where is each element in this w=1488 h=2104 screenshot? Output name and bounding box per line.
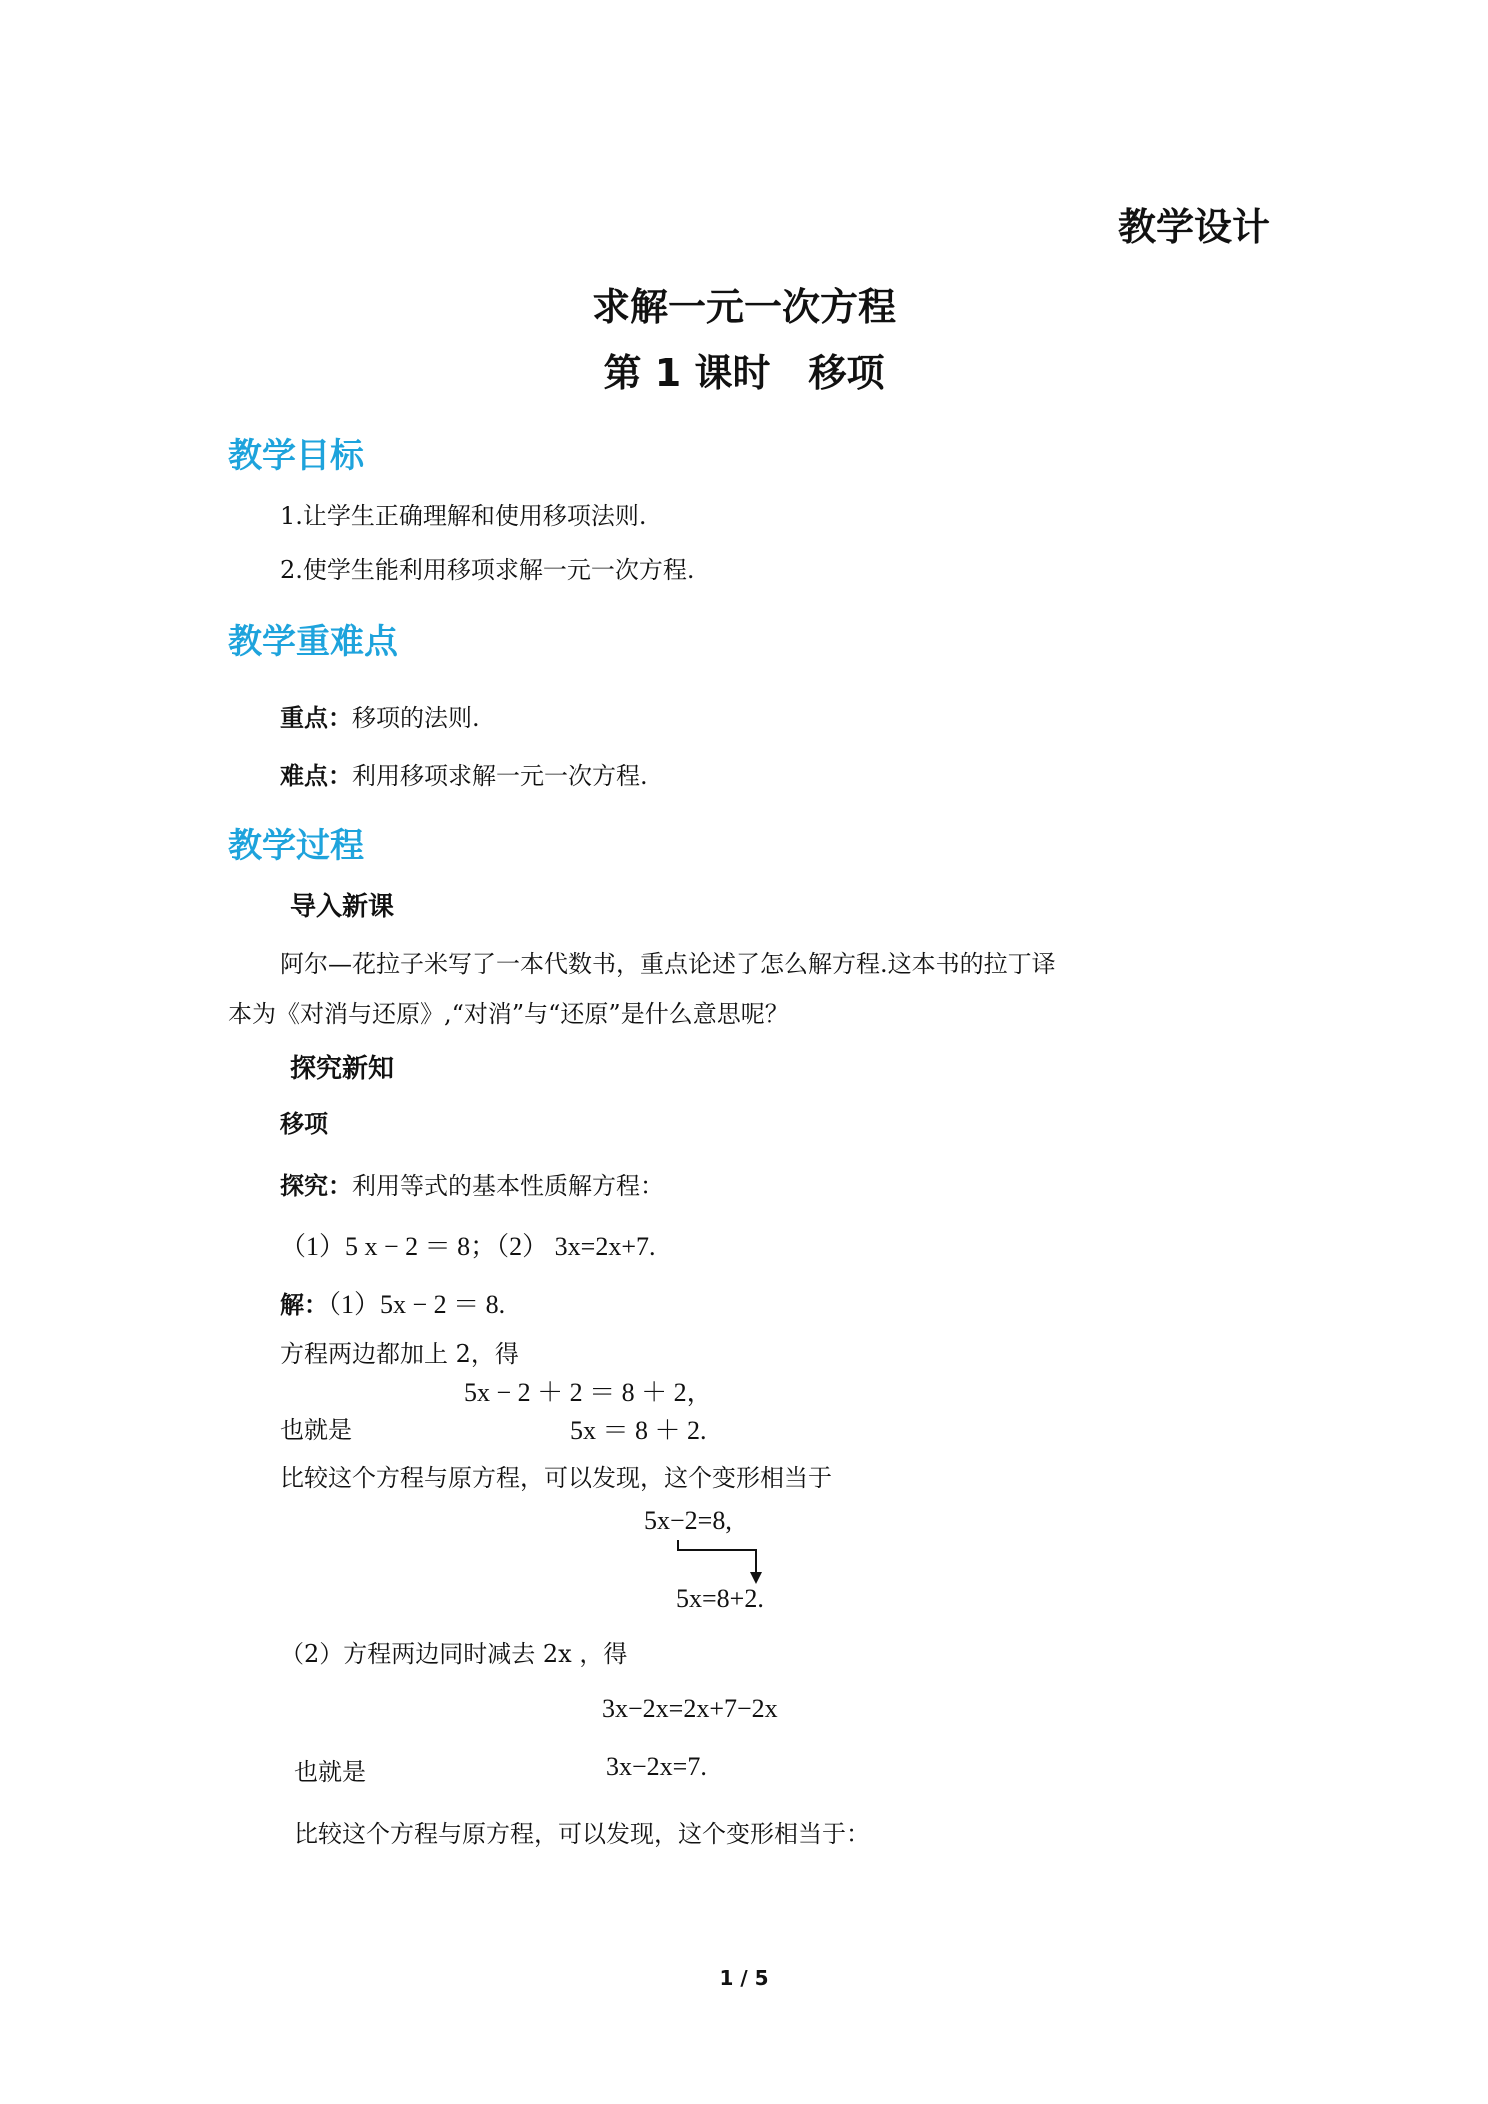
equation-2: 5x ＝ 8 ＋ 2. — [570, 1416, 707, 1445]
step2-text: （2）方程两边同时减去 2x ，得 — [280, 1640, 628, 1668]
compare-text-2: 比较这个方程与原方程，可以发现，这个变形相当于： — [294, 1820, 870, 1848]
difficulty-line — [280, 756, 648, 791]
explore-label: 探究： — [280, 1172, 352, 1200]
focus-label: 重点： — [280, 704, 352, 732]
solution-line — [280, 1284, 505, 1321]
intro-paragraph-line-1: 阿尔—花拉子米写了一本代数书，重点论述了怎么解方程.这本书的拉丁译 — [280, 950, 1056, 978]
that-is-label-1: 也就是 — [280, 1416, 352, 1444]
subheading-explore: 探究新知 — [290, 1054, 395, 1084]
section-heading-key-points: 教学重难点 — [228, 622, 398, 662]
explore-text: 利用等式的基本性质解方程： — [352, 1172, 664, 1200]
that-is-label-2: 也就是 — [294, 1758, 366, 1786]
focus-text: 移项的法则. — [352, 704, 480, 732]
diagram-equation-top: 5x−2=8, — [644, 1506, 732, 1535]
intro-paragraph-line-2: 本为《对消与还原》,“对消”与“还原”是什么意思呢？ — [228, 1000, 789, 1028]
document-type-label: 教学设计 — [1117, 205, 1270, 249]
step1-text: 方程两边都加上 2，得 — [280, 1340, 519, 1368]
page-number: 1 / 5 — [719, 1966, 769, 1990]
lesson-title: 第 1 课时 移项 — [603, 351, 885, 395]
solution-label: 解： — [280, 1291, 328, 1319]
difficulty-label: 难点： — [280, 762, 352, 790]
goal-item-2: 2.使学生能利用移项求解一元一次方程. — [280, 556, 695, 584]
document-title: 求解一元一次方程 — [591, 285, 896, 329]
equation-3: 3x−2x=2x+7−2x — [602, 1694, 778, 1723]
topic-heading: 移项 — [280, 1110, 328, 1138]
focus-line — [280, 698, 480, 733]
explore-line — [280, 1166, 664, 1201]
section-heading-goals: 教学目标 — [228, 436, 364, 476]
transposition-arrow — [676, 1538, 766, 1586]
difficulty-text: 利用移项求解一元一次方程. — [352, 762, 648, 790]
problem-equations: （1）5 x − 2 ＝ 8；（2） 3x=2x+7. — [280, 1232, 656, 1261]
goal-item-1: 1.让学生正确理解和使用移项法则. — [280, 502, 647, 530]
subheading-intro: 导入新课 — [290, 892, 395, 922]
solution-equation: （1）5x − 2 ＝ 8. — [328, 1290, 506, 1319]
equation-1: 5x − 2 ＋ 2 ＝ 8 ＋ 2， — [464, 1378, 713, 1407]
section-heading-process: 教学过程 — [228, 826, 364, 866]
equation-4: 3x−2x=7. — [606, 1752, 707, 1781]
diagram-equation-bottom: 5x=8+2. — [676, 1584, 764, 1613]
compare-text-1: 比较这个方程与原方程，可以发现，这个变形相当于 — [280, 1464, 832, 1492]
